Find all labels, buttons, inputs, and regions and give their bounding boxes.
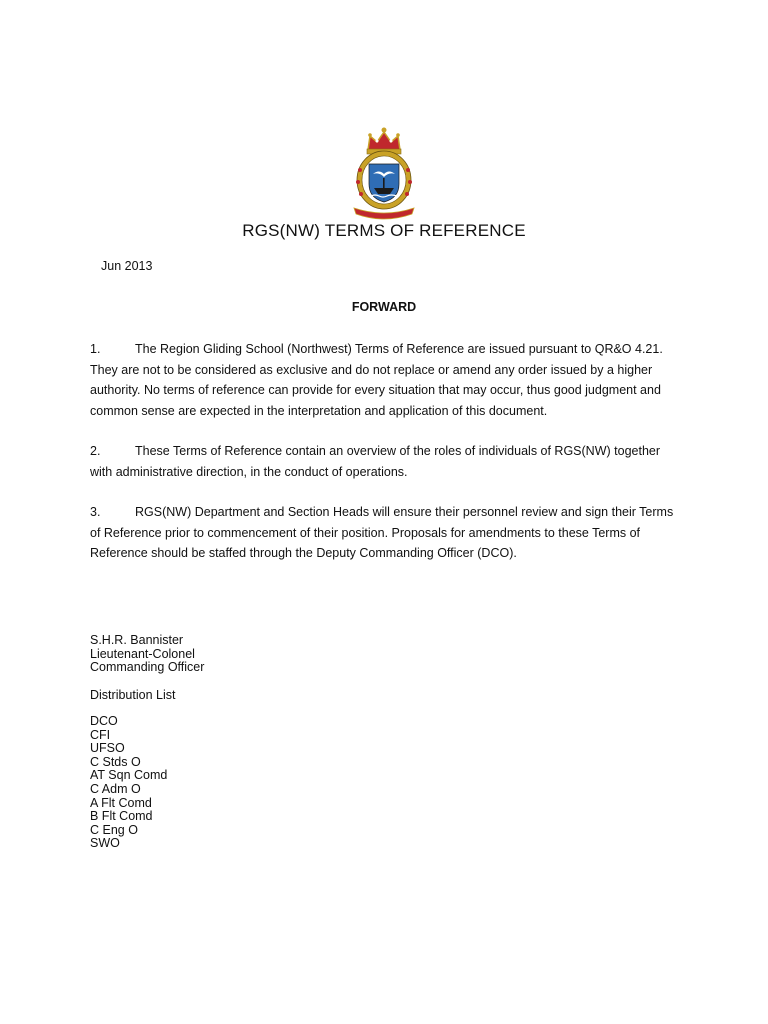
crown-icon xyxy=(367,128,401,155)
list-item: B Flt Comd xyxy=(90,809,153,824)
paragraph-3 xyxy=(90,502,690,564)
paragraph-number: 2. xyxy=(90,444,101,458)
paragraph-text: These Terms of Reference contain an overview of the roles of individuals of RGS(NW) together xyxy=(135,444,661,458)
document-date: Jun 2013 xyxy=(101,259,153,273)
paragraph-1 xyxy=(90,339,690,421)
section-heading: FORWARD xyxy=(351,300,417,314)
distribution-list-title: Distribution List xyxy=(90,688,176,702)
paragraph-text: The Region Gliding School (Northwest) Terms of Reference are issued pursuant to QR&O 4.21. xyxy=(135,342,663,356)
paragraph-line: Reference should be staffed through the Deputy Commanding Officer (DCO). xyxy=(90,546,517,560)
signatory-position: Commanding Officer xyxy=(90,660,205,675)
signatory-name: S.H.R. Bannister xyxy=(90,633,184,647)
list-item: CFI xyxy=(90,727,111,742)
list-item: SWO xyxy=(90,836,120,851)
list-item: C Stds O xyxy=(90,754,141,769)
signature-block xyxy=(90,634,204,675)
paragraph-line: of Reference prior to commencement of their position. Proposals for amendments to these Terms of xyxy=(90,525,641,540)
list-item: DCO xyxy=(90,714,118,728)
paragraph-line: with administrative direction, in the conduct of operations. xyxy=(90,464,408,479)
signatory-rank: Lieutenant-Colonel xyxy=(90,646,195,661)
paragraph-line: authority. No terms of reference can provide for every situation that may occur, thus good judgment and xyxy=(90,383,661,397)
paragraph-line: They are not to be considered as exclusive and do not replace or amend any order issued by a higher xyxy=(90,362,653,377)
paragraph-line: common sense are expected in the interpretation and application of this document. xyxy=(90,403,548,418)
paragraph-line xyxy=(90,502,690,523)
list-item: AT Sqn Comd xyxy=(90,768,168,783)
document-title: RGS(NW) TERMS OF REFERENCE xyxy=(242,221,526,240)
list-item: A Flt Comd xyxy=(90,795,152,810)
list-item: C Eng O xyxy=(90,822,138,837)
paragraph-2 xyxy=(90,441,690,482)
paragraph-number: 3. xyxy=(90,505,101,519)
distribution-list xyxy=(90,715,167,851)
paragraph-line xyxy=(90,441,690,462)
paragraph-line xyxy=(90,339,690,360)
paragraph-number: 1. xyxy=(90,342,101,356)
paragraph-text: RGS(NW) Department and Section Heads will ensure their personnel review and sign their Terms xyxy=(135,505,674,519)
list-item: C Adm O xyxy=(90,781,141,796)
crest-logo xyxy=(344,124,424,220)
list-item: UFSO xyxy=(90,741,125,756)
